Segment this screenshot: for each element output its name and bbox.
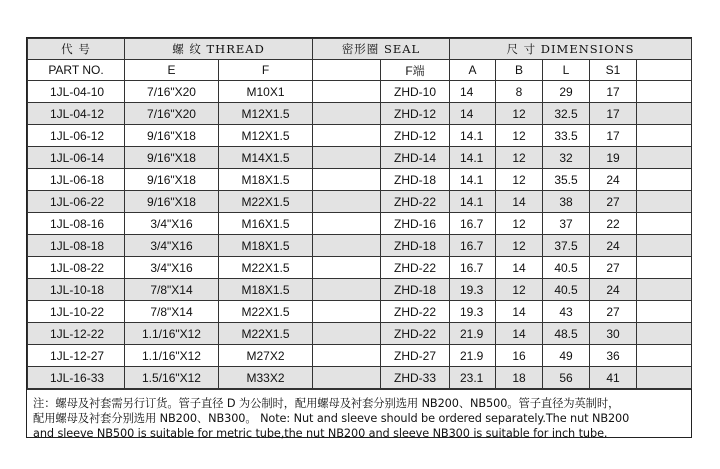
thread-e-cell: 1.1/16"X12 bbox=[125, 323, 219, 345]
seal-f-end-cell: ZHD-18 bbox=[381, 279, 450, 301]
header-row-bottom bbox=[28, 60, 692, 81]
part-no-cell: 1JL-10-22 bbox=[28, 301, 125, 323]
dim-b-cell: 12 bbox=[496, 235, 543, 257]
dim-s1-cell: 41 bbox=[590, 367, 637, 389]
thread-e-cell: 9/16"X18 bbox=[125, 125, 219, 147]
extra-blank-cell bbox=[637, 191, 692, 213]
dim-l-cell: 38 bbox=[543, 191, 590, 213]
seal-blank-cell bbox=[313, 103, 381, 125]
thread-f-cell: M22X1.5 bbox=[219, 191, 313, 213]
dim-l-cell: 35.5 bbox=[543, 169, 590, 191]
dim-b-cell: 14 bbox=[496, 257, 543, 279]
seal-blank-cell bbox=[313, 279, 381, 301]
part-no-cell: 1JL-04-10 bbox=[28, 81, 125, 103]
dim-s1-cell: 30 bbox=[590, 323, 637, 345]
extra-blank-cell bbox=[637, 147, 692, 169]
dim-s1-cell: 27 bbox=[590, 191, 637, 213]
extra-blank-cell bbox=[637, 125, 692, 147]
table-row bbox=[28, 169, 692, 191]
dim-s1-cell: 24 bbox=[590, 279, 637, 301]
dim-l-cell: 33.5 bbox=[543, 125, 590, 147]
dim-l-cell: 48.5 bbox=[543, 323, 590, 345]
table-row bbox=[28, 147, 692, 169]
seal-f-end-cell: ZHD-33 bbox=[381, 367, 450, 389]
dim-s1-cell: 27 bbox=[590, 257, 637, 279]
part-no-cell: 1JL-06-18 bbox=[28, 169, 125, 191]
dim-a-cell: 16.7 bbox=[450, 213, 496, 235]
dim-s1-cell: 17 bbox=[590, 81, 637, 103]
dim-l-cell: 37 bbox=[543, 213, 590, 235]
dim-a-cell: 16.7 bbox=[450, 257, 496, 279]
part-no-cell: 1JL-16-33 bbox=[28, 367, 125, 389]
thread-header: 螺 纹 THREAD bbox=[125, 39, 313, 60]
seal-f-end-cell: ZHD-16 bbox=[381, 213, 450, 235]
seal-blank-cell bbox=[313, 367, 381, 389]
part-no-header: PART NO. bbox=[28, 60, 125, 81]
thread-e-cell: 1.1/16"X12 bbox=[125, 345, 219, 367]
part-no-cell: 1JL-10-18 bbox=[28, 279, 125, 301]
seal-f-end-cell: ZHD-12 bbox=[381, 125, 450, 147]
seal-f-end-cell: ZHD-14 bbox=[381, 147, 450, 169]
seal-blank-cell bbox=[313, 147, 381, 169]
dim-a-cell: 14.1 bbox=[450, 147, 496, 169]
seal-f-end-cell: ZHD-12 bbox=[381, 103, 450, 125]
part-no-cell: 1JL-04-12 bbox=[28, 103, 125, 125]
dim-b-cell: 14 bbox=[496, 191, 543, 213]
b-header: B bbox=[496, 60, 543, 81]
seal-f-end-cell: ZHD-22 bbox=[381, 301, 450, 323]
seal-f-end-cell: ZHD-27 bbox=[381, 345, 450, 367]
seal-blank-cell bbox=[313, 81, 381, 103]
dim-b-cell: 18 bbox=[496, 367, 543, 389]
part-no-cell: 1JL-08-22 bbox=[28, 257, 125, 279]
thread-e-cell: 9/16"X18 bbox=[125, 147, 219, 169]
part-no-cell: 1JL-08-16 bbox=[28, 213, 125, 235]
extra-blank-cell bbox=[637, 81, 692, 103]
thread-e-cell: 7/16"X20 bbox=[125, 103, 219, 125]
extra-blank-header bbox=[637, 60, 692, 81]
f-header: F bbox=[219, 60, 313, 81]
dim-s1-cell: 24 bbox=[590, 235, 637, 257]
extra-blank-cell bbox=[637, 367, 692, 389]
dimensions-header: 尺 寸 DIMENSIONS bbox=[450, 39, 692, 60]
thread-e-cell: 7/8"X14 bbox=[125, 301, 219, 323]
table-row bbox=[28, 345, 692, 367]
dim-b-cell: 14 bbox=[496, 301, 543, 323]
dim-s1-cell: 36 bbox=[590, 345, 637, 367]
table-row bbox=[28, 125, 692, 147]
thread-f-cell: M12X1.5 bbox=[219, 103, 313, 125]
part-no-cell: 1JL-06-12 bbox=[28, 125, 125, 147]
seal-blank-header bbox=[313, 60, 381, 81]
extra-blank-cell bbox=[637, 213, 692, 235]
dim-a-cell: 16.7 bbox=[450, 235, 496, 257]
dim-a-cell: 21.9 bbox=[450, 323, 496, 345]
dim-s1-cell: 19 bbox=[590, 147, 637, 169]
thread-e-cell: 1.5/16"X12 bbox=[125, 367, 219, 389]
table-row bbox=[28, 191, 692, 213]
thread-f-cell: M27X2 bbox=[219, 345, 313, 367]
part-no-cell: 1JL-06-22 bbox=[28, 191, 125, 213]
seal-f-end-cell: ZHD-22 bbox=[381, 257, 450, 279]
dim-a-cell: 19.3 bbox=[450, 279, 496, 301]
thread-e-cell: 7/16"X20 bbox=[125, 81, 219, 103]
thread-f-cell: M18X1.5 bbox=[219, 279, 313, 301]
fitting-spec-sheet bbox=[26, 37, 692, 438]
e-header: E bbox=[125, 60, 219, 81]
dim-a-cell: 23.1 bbox=[450, 367, 496, 389]
dim-b-cell: 12 bbox=[496, 279, 543, 301]
note-line-2: 配用螺母及衬套分别选用 NB200、NB300。 Note: Nut and sleeve should be ordered separately.The nut NB200 bbox=[33, 412, 630, 425]
thread-e-cell: 3/4"X16 bbox=[125, 235, 219, 257]
seal-blank-cell bbox=[313, 213, 381, 235]
dim-a-cell: 19.3 bbox=[450, 301, 496, 323]
thread-f-cell: M18X1.5 bbox=[219, 169, 313, 191]
table-row bbox=[28, 257, 692, 279]
a-header: A bbox=[450, 60, 496, 81]
extra-blank-cell bbox=[637, 257, 692, 279]
dim-b-cell: 12 bbox=[496, 147, 543, 169]
s1-header: S1 bbox=[590, 60, 637, 81]
table-row bbox=[28, 235, 692, 257]
note-line-3: and sleeve NB500 is suitable for metric tube,the nut NB200 and sleeve NB300 is suitable for inch tube. bbox=[33, 427, 608, 440]
dim-b-cell: 8 bbox=[496, 81, 543, 103]
extra-blank-cell bbox=[637, 279, 692, 301]
dim-b-cell: 12 bbox=[496, 213, 543, 235]
seal-f-end-cell: ZHD-10 bbox=[381, 81, 450, 103]
thread-e-cell: 9/16"X18 bbox=[125, 169, 219, 191]
code-header: 代 号 bbox=[28, 39, 125, 60]
dim-a-cell: 14.1 bbox=[450, 169, 496, 191]
order-note bbox=[27, 389, 691, 440]
seal-f-end-cell: ZHD-18 bbox=[381, 235, 450, 257]
dim-b-cell: 14 bbox=[496, 323, 543, 345]
seal-blank-cell bbox=[313, 235, 381, 257]
part-no-cell: 1JL-06-14 bbox=[28, 147, 125, 169]
spec-table bbox=[27, 38, 692, 389]
table-row bbox=[28, 367, 692, 389]
thread-f-cell: M22X1.5 bbox=[219, 301, 313, 323]
table-row bbox=[28, 103, 692, 125]
thread-f-cell: M10X1 bbox=[219, 81, 313, 103]
thread-e-cell: 9/16"X18 bbox=[125, 191, 219, 213]
dim-a-cell: 14.1 bbox=[450, 191, 496, 213]
thread-f-cell: M14X1.5 bbox=[219, 147, 313, 169]
dim-l-cell: 32.5 bbox=[543, 103, 590, 125]
thread-f-cell: M18X1.5 bbox=[219, 235, 313, 257]
part-no-cell: 1JL-12-22 bbox=[28, 323, 125, 345]
seal-blank-cell bbox=[313, 345, 381, 367]
dim-s1-cell: 24 bbox=[590, 169, 637, 191]
dim-s1-cell: 17 bbox=[590, 103, 637, 125]
header-row-top bbox=[28, 39, 692, 60]
seal-blank-cell bbox=[313, 257, 381, 279]
thread-e-cell: 3/4"X16 bbox=[125, 257, 219, 279]
extra-blank-cell bbox=[637, 103, 692, 125]
extra-blank-cell bbox=[637, 235, 692, 257]
seal-f-end-cell: ZHD-22 bbox=[381, 191, 450, 213]
table-row bbox=[28, 81, 692, 103]
seal-blank-cell bbox=[313, 301, 381, 323]
table-row bbox=[28, 301, 692, 323]
note-line-1: 注：螺母及衬套需另行订货。管子直径 D 为公制时，配用螺母及衬套分别选用 NB200、NB500。管子直径为英制时， bbox=[33, 397, 620, 410]
part-no-cell: 1JL-12-27 bbox=[28, 345, 125, 367]
extra-blank-cell bbox=[637, 169, 692, 191]
dim-a-cell: 21.9 bbox=[450, 345, 496, 367]
table-row bbox=[28, 323, 692, 345]
seal-header: 密形圈 SEAL bbox=[313, 39, 450, 60]
seal-f-end-cell: ZHD-22 bbox=[381, 323, 450, 345]
dim-l-cell: 56 bbox=[543, 367, 590, 389]
dim-s1-cell: 17 bbox=[590, 125, 637, 147]
dim-b-cell: 12 bbox=[496, 103, 543, 125]
thread-f-cell: M16X1.5 bbox=[219, 213, 313, 235]
dim-a-cell: 14 bbox=[450, 81, 496, 103]
seal-blank-cell bbox=[313, 125, 381, 147]
thread-e-cell: 7/8"X14 bbox=[125, 279, 219, 301]
extra-blank-cell bbox=[637, 345, 692, 367]
table-row bbox=[28, 213, 692, 235]
part-no-cell: 1JL-08-18 bbox=[28, 235, 125, 257]
dim-a-cell: 14 bbox=[450, 103, 496, 125]
dim-l-cell: 32 bbox=[543, 147, 590, 169]
seal-blank-cell bbox=[313, 191, 381, 213]
dim-s1-cell: 27 bbox=[590, 301, 637, 323]
thread-f-cell: M33X2 bbox=[219, 367, 313, 389]
dim-l-cell: 49 bbox=[543, 345, 590, 367]
dim-l-cell: 29 bbox=[543, 81, 590, 103]
extra-blank-cell bbox=[637, 323, 692, 345]
f-end-header: F端 bbox=[381, 60, 450, 81]
dim-l-cell: 43 bbox=[543, 301, 590, 323]
dim-s1-cell: 22 bbox=[590, 213, 637, 235]
extra-blank-cell bbox=[637, 301, 692, 323]
thread-f-cell: M22X1.5 bbox=[219, 323, 313, 345]
thread-f-cell: M22X1.5 bbox=[219, 257, 313, 279]
seal-blank-cell bbox=[313, 169, 381, 191]
dim-b-cell: 12 bbox=[496, 169, 543, 191]
dim-l-cell: 37.5 bbox=[543, 235, 590, 257]
seal-f-end-cell: ZHD-18 bbox=[381, 169, 450, 191]
seal-blank-cell bbox=[313, 323, 381, 345]
dim-l-cell: 40.5 bbox=[543, 257, 590, 279]
dim-b-cell: 16 bbox=[496, 345, 543, 367]
thread-f-cell: M12X1.5 bbox=[219, 125, 313, 147]
dim-b-cell: 12 bbox=[496, 125, 543, 147]
thread-e-cell: 3/4"X16 bbox=[125, 213, 219, 235]
dim-a-cell: 14.1 bbox=[450, 125, 496, 147]
dim-l-cell: 40.5 bbox=[543, 279, 590, 301]
table-row bbox=[28, 279, 692, 301]
l-header: L bbox=[543, 60, 590, 81]
